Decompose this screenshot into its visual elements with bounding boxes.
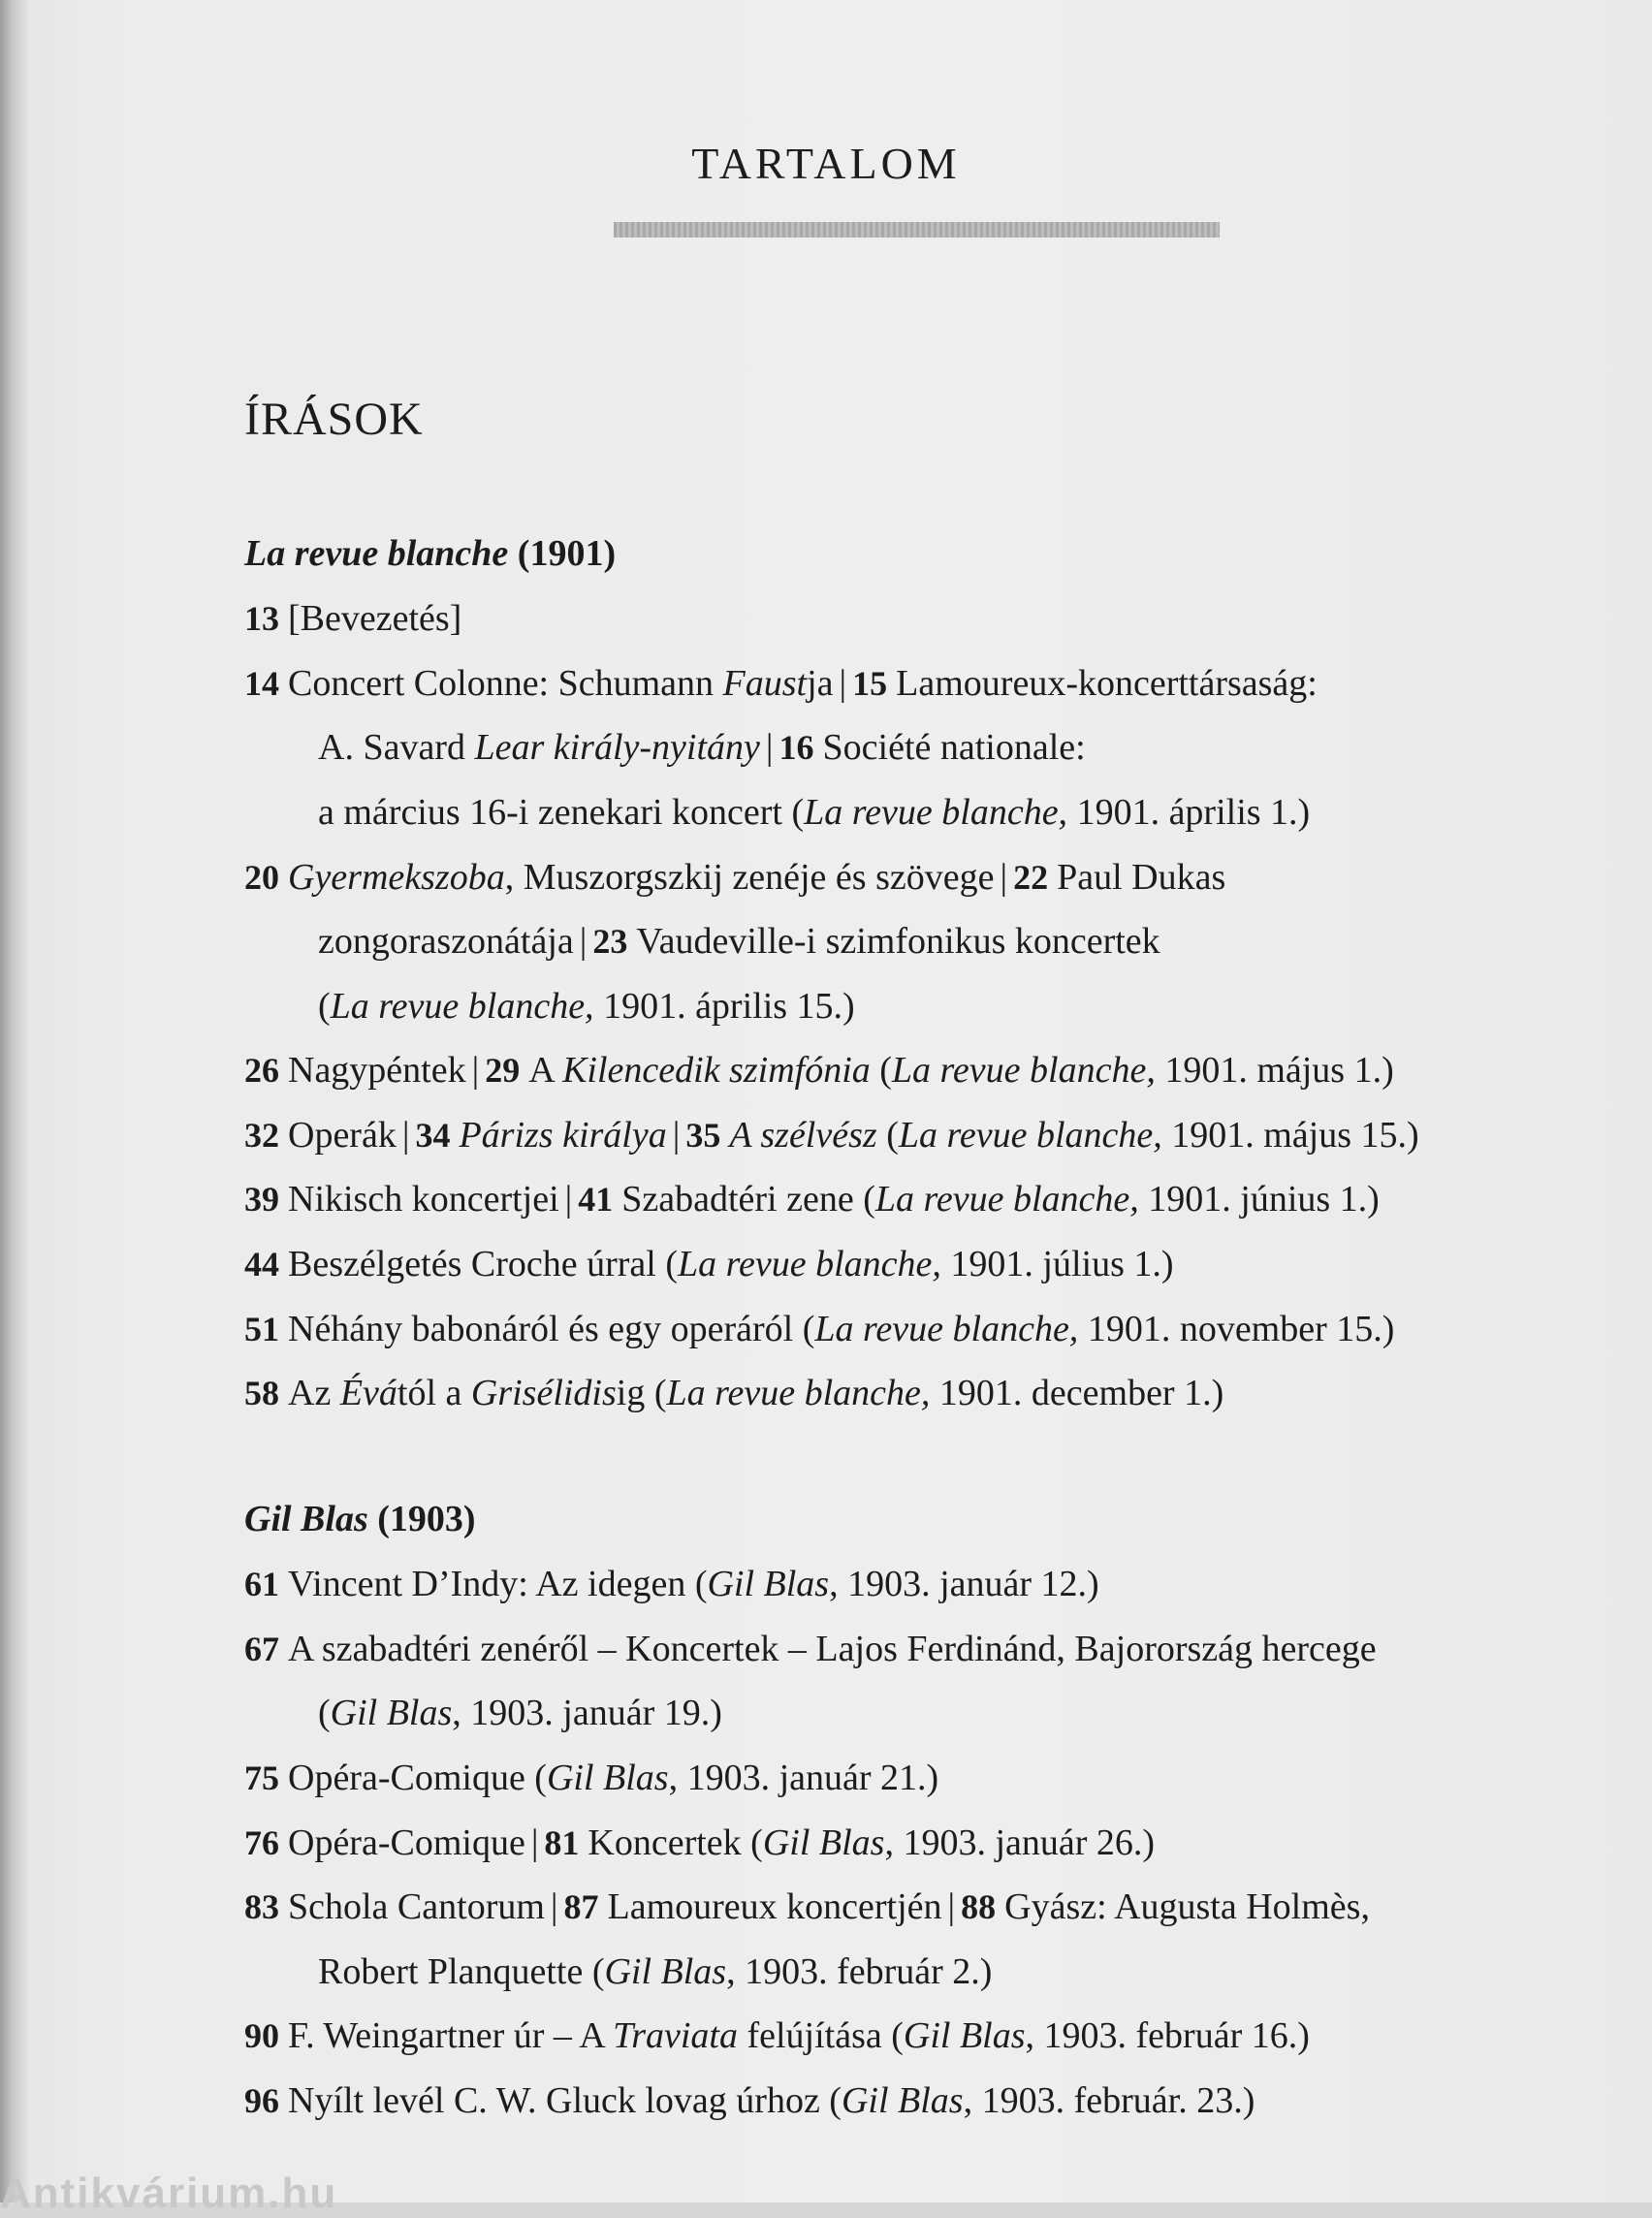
page-number: 15 — [852, 664, 897, 703]
toc-entry — [244, 1824, 1155, 1861]
entry-italic-text: La revue blanche, — [330, 986, 594, 1027]
page-number: 81 — [544, 1823, 588, 1862]
entry-italic-text: La revue blanche, — [666, 1373, 931, 1413]
group-title: La revue blanche — [244, 533, 509, 574]
toc-entry-continuation — [318, 923, 1160, 960]
page-number: 96 — [244, 2081, 288, 2120]
entry-text: Nikisch koncertjei — [288, 1179, 559, 1220]
entry-text: Robert Planquette ( — [318, 1951, 605, 1992]
entry-italic-text: Gil Blas — [707, 1564, 830, 1604]
entry-text: 1901. május 15.) — [1161, 1115, 1419, 1156]
page-number: 44 — [244, 1245, 288, 1283]
entry-text: 1901. november 15.) — [1078, 1309, 1395, 1349]
page-number: 39 — [244, 1180, 288, 1219]
entry-italic-text: Lear király-nyitány — [474, 727, 760, 768]
entry-text: ja — [807, 663, 834, 704]
group-heading-gilblas — [244, 1501, 476, 1537]
entry-italic-text: Kilencedik szimfónia — [562, 1050, 871, 1091]
page-number: 61 — [244, 1565, 288, 1603]
entry-text: Concert Colonne: Schumann — [288, 663, 723, 704]
section-heading: ÍRÁSOK — [244, 394, 424, 445]
entry-text: F. Weingartner úr – A — [288, 2015, 614, 2056]
entry-text: [Bevezetés] — [288, 598, 462, 639]
entry-separator: | — [579, 921, 588, 962]
entry-text: Schola Cantorum — [288, 1886, 545, 1927]
entry-separator: | — [564, 1179, 573, 1220]
entry-text: Nyílt levél C. W. Gluck lovag úrhoz ( — [288, 2080, 842, 2121]
group-heading-revue — [244, 535, 616, 572]
entry-text: Koncertek ( — [588, 1822, 763, 1863]
entry-text: , 1903. január 19.) — [452, 1693, 722, 1733]
entry-text: , Muszorgszkij zenéje és szövege — [504, 857, 995, 898]
toc-entry-continuation — [318, 1695, 722, 1731]
entry-text: 1901. július 1.) — [940, 1244, 1174, 1284]
entry-text: 1901. május 1.) — [1155, 1050, 1394, 1091]
entry-separator: | — [672, 1115, 681, 1156]
toc-entry — [244, 859, 1225, 896]
entry-text: Néhány babonáról és egy operáról ( — [288, 1309, 815, 1349]
page-number: 87 — [563, 1887, 608, 1926]
watermark-text: Antikvárium.hu — [0, 2170, 338, 2217]
page-number: 26 — [244, 1051, 288, 1090]
entry-text: ig ( — [616, 1373, 667, 1413]
entry-separator: | — [550, 1886, 558, 1927]
toc-entry — [244, 600, 461, 637]
entry-italic-text: La revue blanche, — [678, 1244, 941, 1284]
entry-italic-text: Gil Blas — [841, 2080, 964, 2121]
entry-italic-text: Gil Blas — [903, 2015, 1026, 2056]
entry-text: Société nationale: — [822, 727, 1086, 768]
entry-text: Gyász: Augusta Holmès, — [1004, 1886, 1370, 1927]
entry-text: felújítása ( — [737, 2015, 904, 2056]
toc-entry — [244, 1181, 1380, 1218]
entry-italic-text: La revue blanche, — [814, 1309, 1079, 1349]
entry-text: Operák — [288, 1115, 397, 1156]
entry-italic-text: Párizs királya — [459, 1115, 667, 1156]
entry-text: A szabadtéri zenéről – Koncertek – Lajos Ferdinánd, Bajorország hercege — [288, 1629, 1377, 1669]
toc-entry — [244, 1246, 1174, 1283]
entry-text: A. Savard — [318, 727, 475, 768]
group-year: (1903) — [377, 1499, 476, 1539]
entry-italic-text: A szélvész — [729, 1115, 877, 1156]
entry-text: A — [528, 1050, 563, 1091]
page-number: 67 — [244, 1630, 288, 1668]
entry-text: 1901. április 15.) — [593, 986, 855, 1027]
page-number: 34 — [415, 1116, 460, 1155]
entry-text: tól a — [397, 1373, 471, 1413]
entry-text: Opéra-Comique — [288, 1822, 525, 1863]
toc-entry — [244, 2017, 1310, 2054]
entry-text: ( — [318, 986, 331, 1027]
entry-italic-text: La revue blanche, — [898, 1115, 1162, 1156]
page-edge — [0, 0, 29, 2202]
toc-entry — [244, 1888, 1370, 1925]
entry-text: , 1903. január 21.) — [668, 1758, 939, 1798]
toc-entry — [244, 1631, 1377, 1667]
page-number: 83 — [244, 1887, 288, 1926]
page-number: 35 — [685, 1116, 730, 1155]
entry-italic-text: Évá — [339, 1373, 397, 1413]
entry-separator: | — [947, 1886, 956, 1927]
entry-text: Paul Dukas — [1057, 857, 1226, 898]
entry-text: , 1903. január 12.) — [829, 1564, 1099, 1604]
entry-text: zongoraszonátája — [318, 921, 574, 962]
entry-italic-text: Grisélidis — [470, 1373, 617, 1413]
page-number: 16 — [778, 728, 823, 767]
entry-text: Szabadtéri zene ( — [621, 1179, 875, 1220]
entry-separator: | — [765, 727, 774, 768]
toc-entry-continuation — [318, 794, 1310, 831]
entry-italic-text: Gyermekszoba — [288, 857, 505, 898]
entry-separator: | — [401, 1115, 410, 1156]
entry-italic-text: Traviata — [613, 2015, 738, 2056]
page-number: 51 — [244, 1310, 288, 1348]
page-number: 14 — [244, 664, 288, 703]
toc-entry-continuation — [318, 729, 1086, 766]
toc-entry-continuation — [318, 1953, 992, 1990]
entry-italic-text: Gil Blas — [330, 1693, 453, 1733]
entry-separator: | — [1000, 857, 1008, 898]
entry-italic-text: Gil Blas — [762, 1822, 885, 1863]
entry-italic-text: La revue blanche, — [804, 792, 1068, 833]
title-rule — [614, 222, 1220, 238]
entry-text: Vaudeville-i szimfonikus koncertek — [636, 921, 1160, 962]
group-title: Gil Blas — [244, 1499, 368, 1539]
page-number: 41 — [578, 1180, 622, 1219]
toc-entry — [244, 1311, 1394, 1347]
entry-separator: | — [471, 1050, 480, 1091]
entry-separator: | — [530, 1822, 539, 1863]
entry-italic-text: Gil Blas — [546, 1758, 669, 1798]
entry-text: Lamoureux koncertjén — [607, 1886, 942, 1927]
entry-text: , 1903. február 16.) — [1025, 2015, 1310, 2056]
toc-entry-continuation — [318, 988, 855, 1025]
entry-text: a március 16-i zenekari koncert ( — [318, 792, 805, 833]
entry-italic-text: La revue blanche, — [891, 1050, 1156, 1091]
page-number: 75 — [244, 1759, 288, 1797]
entry-text: ( — [870, 1050, 892, 1091]
page-number: 88 — [961, 1887, 1005, 1926]
entry-text: Lamoureux-koncerttársaság: — [896, 663, 1318, 704]
page-title: TARTALOM — [691, 139, 961, 188]
entry-text: , 1903. január 26.) — [884, 1822, 1156, 1863]
entry-italic-text: La revue blanche, — [874, 1179, 1139, 1220]
toc-entry — [244, 1117, 1419, 1154]
page-number: 29 — [485, 1051, 529, 1090]
page-number: 20 — [244, 858, 288, 897]
entry-text: 1901. április 1.) — [1067, 792, 1311, 833]
entry-text: Nagypéntek — [288, 1050, 466, 1091]
toc-entry — [244, 1052, 1394, 1089]
page-number: 23 — [592, 922, 637, 961]
entry-text: ( — [318, 1693, 331, 1733]
page-number: 76 — [244, 1823, 288, 1862]
entry-text: , 1903. február. 23.) — [963, 2080, 1255, 2121]
toc-entry — [244, 1375, 1223, 1411]
entry-text: Beszélgetés Croche úrral ( — [288, 1244, 678, 1284]
toc-entry — [244, 1566, 1099, 1602]
page-number: 22 — [1013, 858, 1058, 897]
entry-text: 1901. június 1.) — [1138, 1179, 1380, 1220]
page-number: 58 — [244, 1374, 288, 1412]
entry-text: 1901. december 1.) — [930, 1373, 1224, 1413]
page-number: 13 — [244, 599, 288, 638]
entry-text: Opéra-Comique ( — [288, 1758, 547, 1798]
entry-italic-text: Faust — [722, 663, 808, 704]
toc-entry — [244, 665, 1318, 702]
entry-separator: | — [839, 663, 847, 704]
group-year: (1901) — [517, 533, 617, 574]
entry-text: , 1903. február 2.) — [726, 1951, 993, 1992]
entry-text: Az — [288, 1373, 340, 1413]
entry-text: ( — [876, 1115, 899, 1156]
toc-entry — [244, 1759, 938, 1796]
page-number: 32 — [244, 1116, 288, 1155]
entry-text: Vincent D’Indy: Az idegen ( — [288, 1564, 708, 1604]
entry-italic-text: Gil Blas — [604, 1951, 727, 1992]
toc-entry — [244, 2082, 1255, 2119]
page-number: 90 — [244, 2016, 288, 2055]
